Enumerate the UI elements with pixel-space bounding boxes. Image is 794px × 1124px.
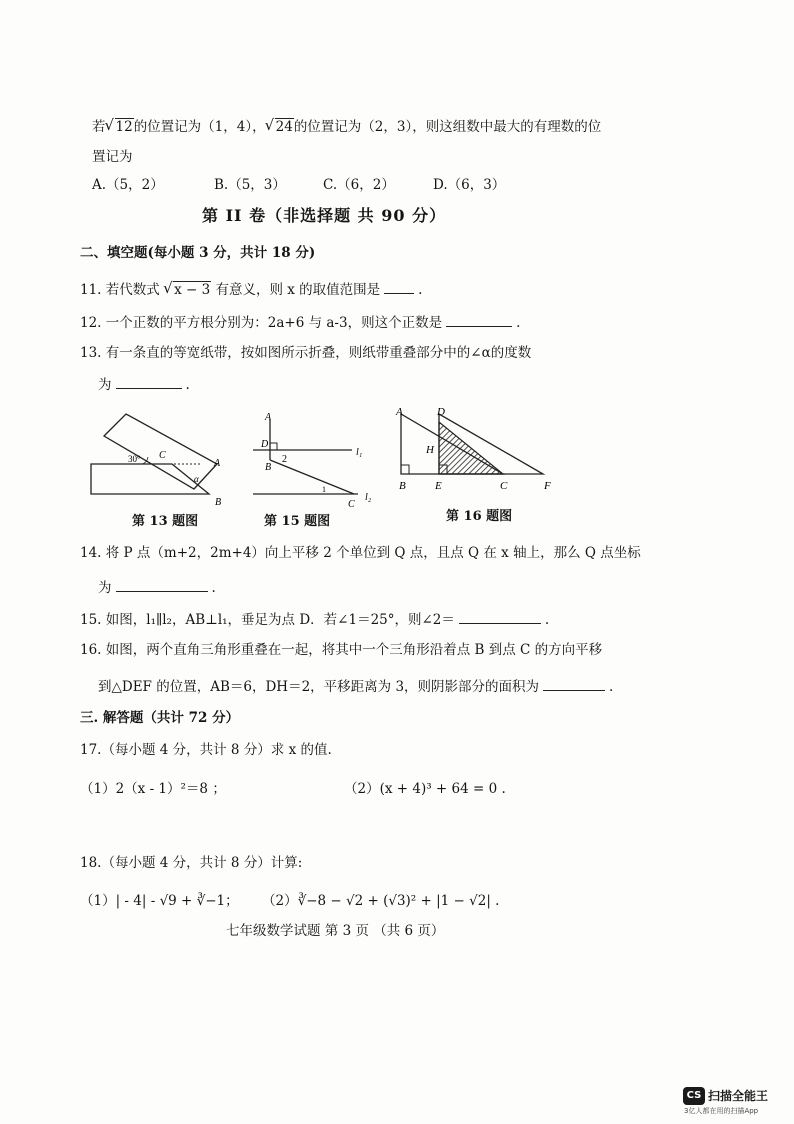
q12-end: . <box>516 315 521 331</box>
q14-end: . <box>211 580 216 596</box>
q11-end: . <box>418 282 423 298</box>
fig16-label-e: E <box>435 480 442 492</box>
q10-text-a: 若 <box>92 119 106 135</box>
q13-answer-blank[interactable] <box>116 375 182 389</box>
fig16-label-h: H <box>426 444 434 456</box>
q10-option-d: D.（6，3） <box>433 177 506 193</box>
fig16-right-angle-b <box>401 465 409 474</box>
q11-text-a: 11. 若代数式 <box>80 282 160 298</box>
fig13-label-alpha: α <box>194 474 199 484</box>
fig15-label-l1: l₁ <box>356 447 363 458</box>
fig13-label-a: A <box>214 458 221 469</box>
q11 <box>80 280 422 299</box>
q11-answer-blank[interactable] <box>384 280 414 294</box>
q12-text: 12. 一个正数的平方根分别为：2a+6 与 a-3，则这个正数是 <box>80 315 443 331</box>
q17-part1: （1）2（x - 1）²＝8 ； <box>80 781 226 797</box>
fig15-label-d: D <box>261 439 269 450</box>
q15 <box>80 610 549 629</box>
q13-text-b: 为 <box>98 377 112 393</box>
q17: 17.（每小题 4 分，共计 8 分）求 x 的值. <box>80 742 332 758</box>
fig16-shaded-region <box>439 422 503 474</box>
fig15-caption: 第 15 题图 <box>264 514 331 529</box>
q10-option-b: B.（5，3） <box>214 177 286 193</box>
q14-text-b: 为 <box>98 580 112 596</box>
q10-line1 <box>92 118 601 136</box>
fig15-label-1: 1 <box>322 485 326 494</box>
q10-option-c: C.（6，2） <box>323 177 395 193</box>
q16-text-b: 到△DEF 的位置，AB＝6，DH＝2，平移距离为 3，则阴影部分的面积为 <box>98 679 540 695</box>
q10-radicand-1: 12 <box>115 119 133 135</box>
fill-heading: 二、填空题(每小题 3 分，共计 18 分) <box>80 245 316 261</box>
q16-line2 <box>98 677 613 696</box>
q16-line1: 16. 如图，两个直角三角形重叠在一起，将其中一个三角形沿着点 B 到点 C 的方向平移 <box>80 642 603 658</box>
q10-line2: 置记为 <box>92 149 133 165</box>
solve-heading: 三. 解答题（共计 72 分） <box>80 710 240 726</box>
q12 <box>80 313 520 332</box>
q10-radicand-2: 24 <box>275 119 293 135</box>
camscanner-name: 扫描全能王 <box>708 1089 769 1103</box>
fig13-label-b: B <box>215 497 222 508</box>
q11-radicand: x − 3 <box>174 282 211 298</box>
q14-line1: 14. 将 P 点（m+2，2m+4）向上平移 2 个单位到 Q 点，且点 Q 在 x 轴上，那么 Q 点坐标 <box>80 545 641 561</box>
q18-part1: （1）| - 4| - √9 + ∛−1； <box>80 893 239 909</box>
fig13-label-30: 30° <box>128 454 141 464</box>
q15-text: 15. 如图，l₁∥l₂，AB⊥l₁，垂足为点 D．若∠1＝25°，则∠2＝ <box>80 612 455 628</box>
q17-part2: （2）(x + 4)³ + 64 = 0 . <box>344 781 506 797</box>
fig16-label-a: A <box>396 406 403 418</box>
q13-end: . <box>185 377 190 393</box>
fig15-label-c: C <box>348 499 355 510</box>
fig16-label-c: C <box>500 480 508 492</box>
fig16-label-d: D <box>437 406 445 418</box>
fig15-line-bc <box>270 460 354 494</box>
fig16-label-f: F <box>544 480 551 492</box>
fig16-label-b: B <box>399 480 406 492</box>
fig15-label-b: B <box>265 462 272 473</box>
q18-part2: （2）∛−8 − √2 + (√3)² + |1 − √2| . <box>262 893 500 909</box>
q11-text-b: 有意义，则 x 的取值范围是 <box>215 282 381 298</box>
camscanner-logo: CS <box>683 1087 705 1105</box>
fig13-label-c: C <box>159 450 166 461</box>
q18: 18.（每小题 4 分，共计 8 分）计算: <box>80 855 303 871</box>
q10-option-a: A.（5，2） <box>92 177 164 193</box>
fig15-label-a: A <box>265 412 272 423</box>
q14-answer-blank[interactable] <box>116 578 208 592</box>
figure-15 <box>248 408 388 512</box>
q12-answer-blank[interactable] <box>446 313 512 327</box>
fig13-lower-strip <box>91 464 209 494</box>
fig15-label-l2: l₂ <box>365 492 372 503</box>
sqrt-24 <box>266 118 294 136</box>
q13-line2 <box>98 375 190 394</box>
figure-16 <box>393 402 558 498</box>
fig13-caption: 第 13 题图 <box>132 514 199 529</box>
fig15-label-2: 2 <box>282 454 287 465</box>
q14-line2 <box>98 578 216 597</box>
q10-text-c: 的位置记为（2，3），则这组数中最大的有理数的位 <box>293 119 602 135</box>
q13-line1: 13. 有一条直的等宽纸带，按如图所示折叠，则纸带重叠部分中的∠α的度数 <box>80 345 532 361</box>
q15-answer-blank[interactable] <box>459 610 541 624</box>
sqrt-x-minus-3 <box>164 281 211 299</box>
fig16-caption: 第 16 题图 <box>446 509 513 524</box>
sqrt-12 <box>106 118 134 136</box>
q16-answer-blank[interactable] <box>543 677 605 691</box>
q10-text-b: 的位置记为（1，4）， <box>133 119 266 135</box>
page-footer: 七年级数学试题 第 3 页 （共 6 页） <box>226 923 445 939</box>
q16-end: . <box>609 679 614 695</box>
q15-end: . <box>544 612 550 628</box>
section2-title: 第 II 卷（非选择题 共 90 分） <box>202 206 447 225</box>
camscanner-slogan: 3亿人都在用的扫描App <box>684 1107 759 1115</box>
figure-13 <box>86 408 236 508</box>
fig15-right-angle <box>270 443 277 450</box>
